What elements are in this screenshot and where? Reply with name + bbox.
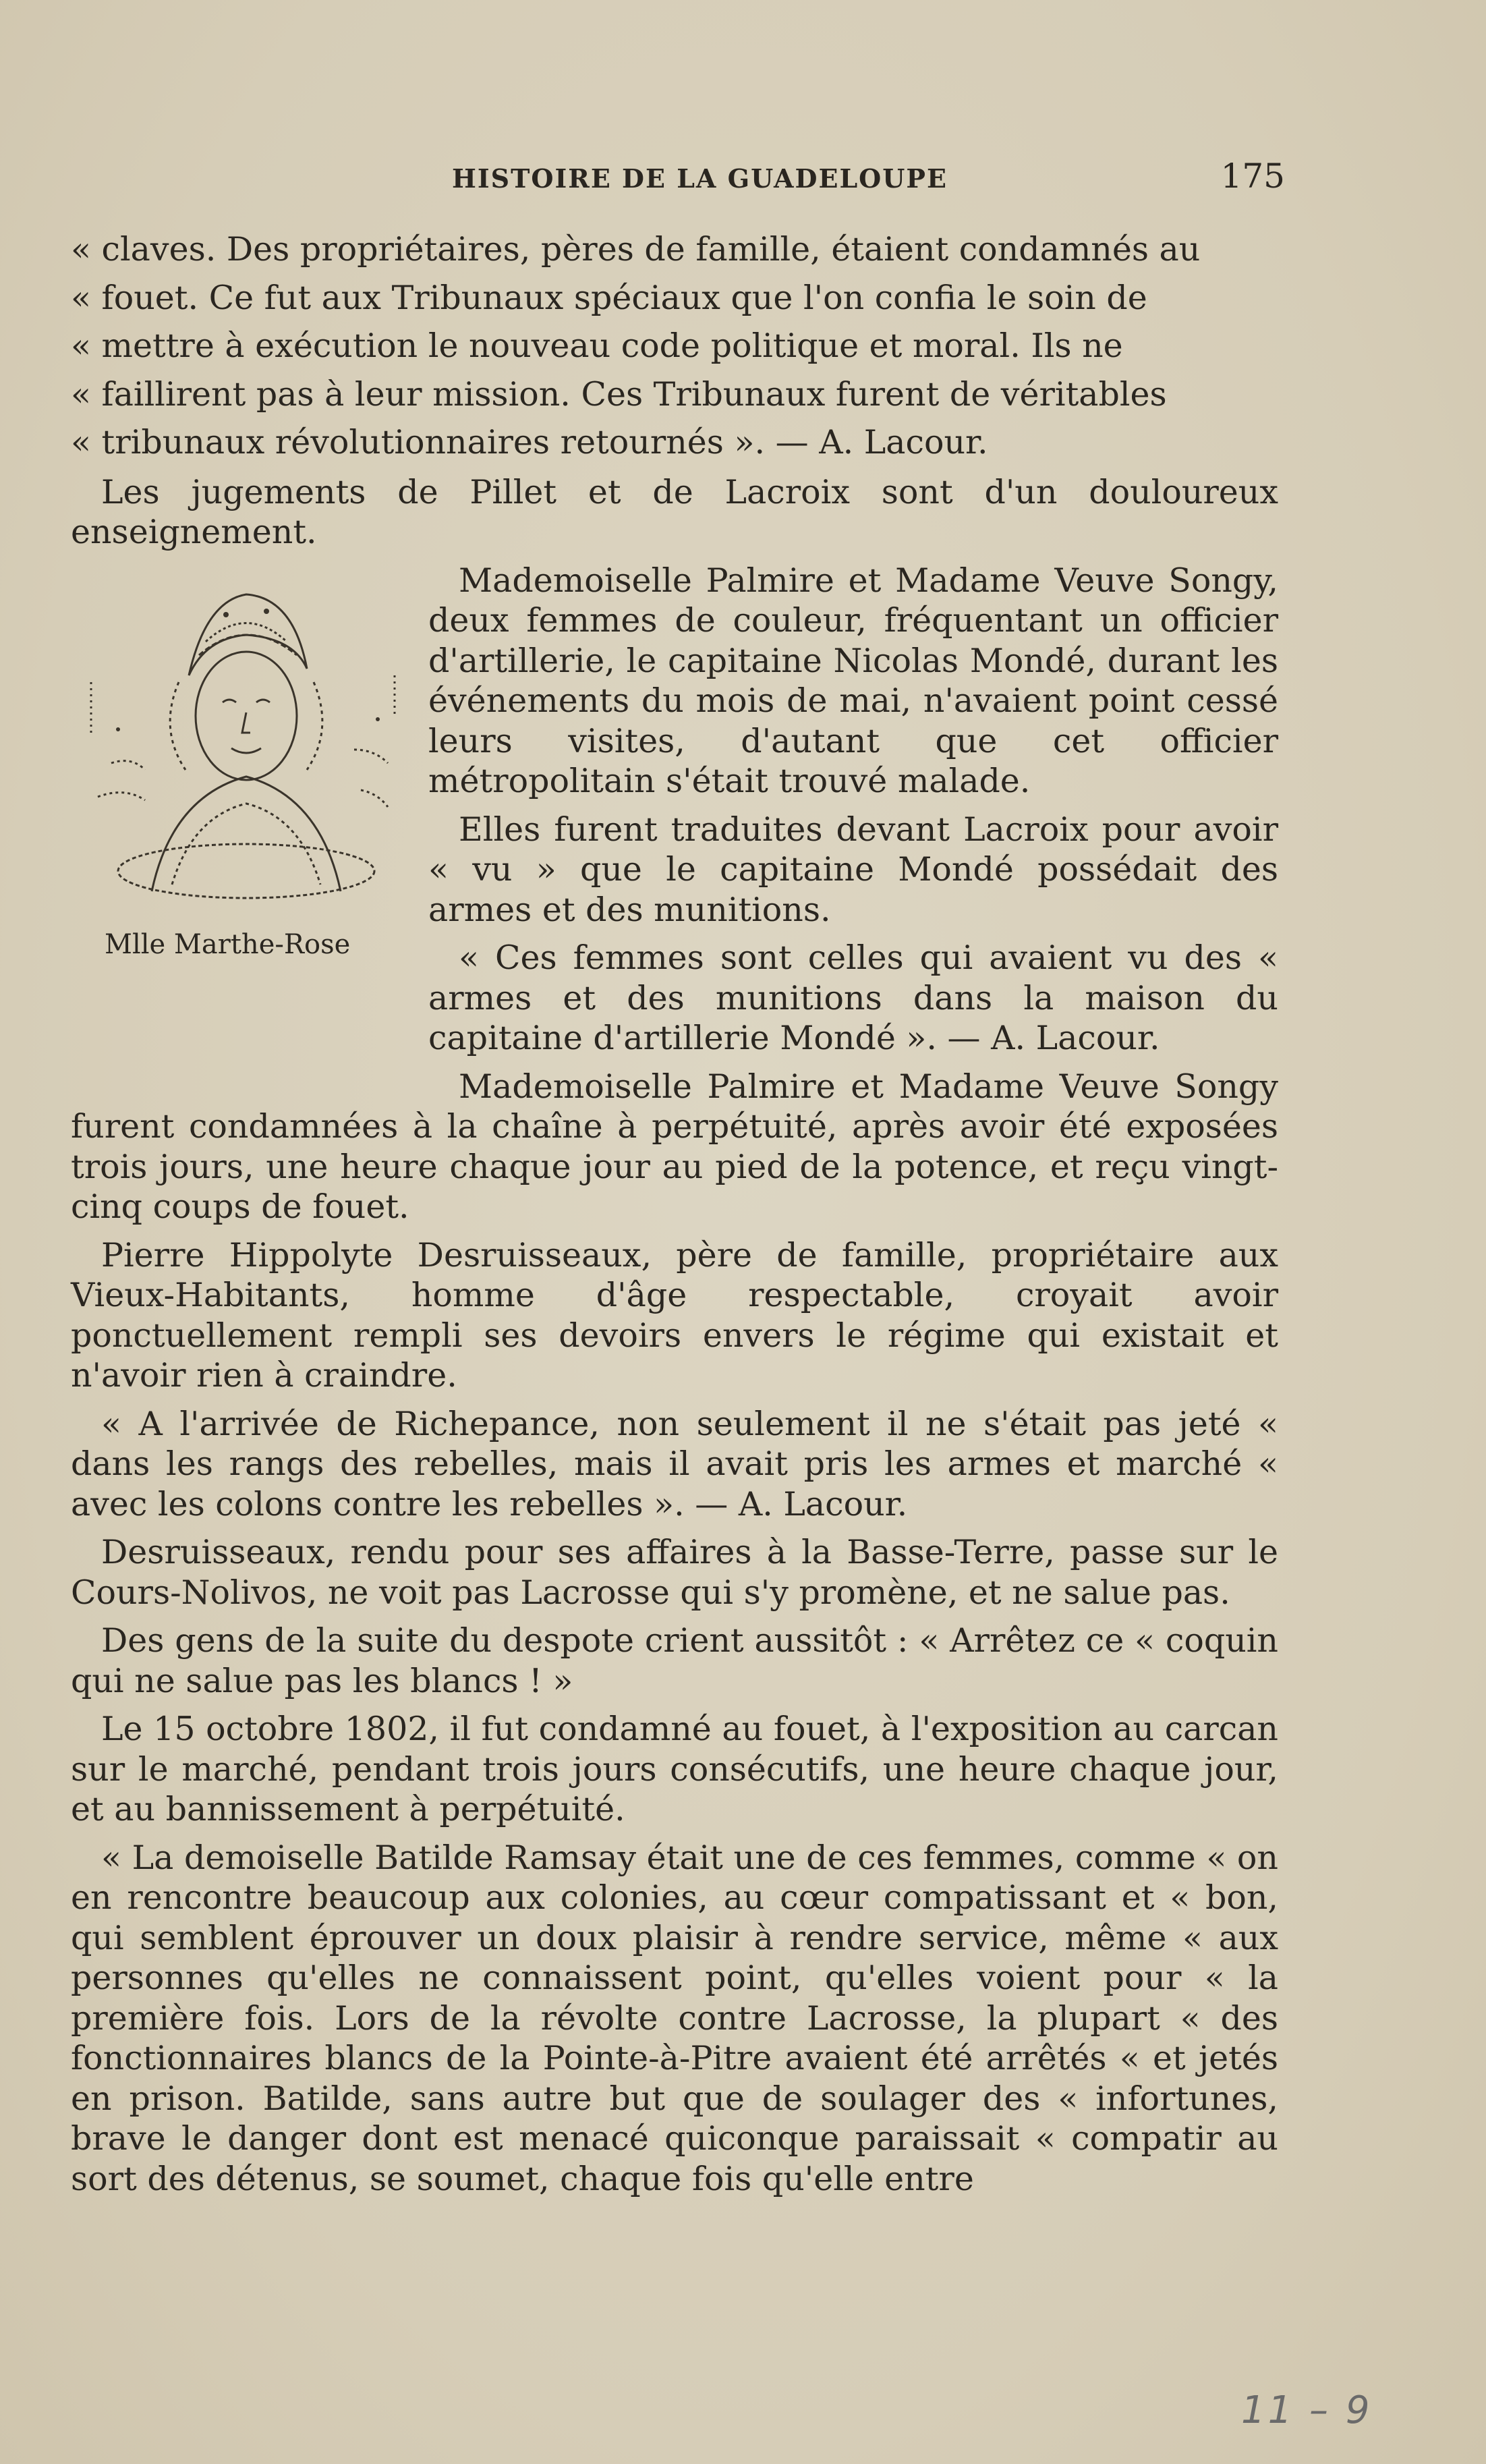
- paragraph: Elles furent traduites devant Lacroix pour avoir « vu » que le capitaine Mondé possédait des armes et des munitions.: [428, 810, 1278, 929]
- handwritten-note: 11 – 9: [1241, 2388, 1373, 2432]
- paragraph: « Ces femmes sont celles qui avaient vu des « armes et des munitions dans la maison du capitaine d'artillerie Mondé ». — A. Lacour.: [428, 939, 1278, 1057]
- paragraph: « La demoiselle Batilde Ramsay était une de ces femmes, comme « on en rencontre beaucoup aux colonies, au cœur compatissant et « bon, qui semblent éprouver un doux plaisir à rendre service, même « aux personnes qu'elles ne connaissent point, qu'elles voient pour « la première fois. Lors de la révolte contre Lacrosse, la plupart « des fonctionnaires blancs de la Pointe-à-Pitre avaient été arrêtés « et jetés en prison. Batilde, sans autre but que de soulager des « infortunes, brave le danger dont est menacé quiconque paraissait « compatir au sort des détenus, se soumet, chaque fois qu'elle entre: [71, 1838, 1278, 2198]
- running-title: HISTOIRE DE LA GUADELOUPE: [452, 163, 948, 194]
- paragraph: Pierre Hippolyte Desruisseaux, père de famille, propriétaire aux Vieux-Habitants, homme d'âge respectable, croyait avoir ponctuellement rempli ses devoirs envers le régime qui existait et n'avoir rien à craindre.: [71, 1235, 1278, 1395]
- paragraph: Mademoiselle Palmire et Madame Veuve Songy furent condamnées à la chaîne à perpétuité, après avoir été exposées trois jours, une heure chaque jour au pied de la potence, et reçu vingt-cinq coups de fouet.: [71, 1067, 1278, 1226]
- paragraph: Les jugements de Pillet et de Lacroix sont d'un douloureux enseignement.: [71, 472, 1278, 551]
- paragraph: « A l'arrivée de Richepance, non seulement il ne s'était pas jeté « dans les rangs des rebelles, mais il avait pris les armes et marché « avec les colons contre les rebelles ». — A. Lacour.: [71, 1404, 1278, 1523]
- quote-line: « faillirent pas à leur mission. Ces Tribunaux furent de véritables: [71, 374, 1167, 414]
- quote-line: « tribunaux révolutionnaires retournés ». — A. Lacour.: [71, 423, 988, 461]
- paragraph: Le 15 octobre 1802, il fut condamné au fouet, à l'exposition au carcan sur le marché, pendant trois jours consécutifs, une heure chaque jour, et au bannissement à perpétuité.: [71, 1710, 1278, 1828]
- figure-caption: Mlle Marthe-Rose: [105, 928, 351, 960]
- quote-line: « claves. Des propriétaires, pères de famille, étaient condamnés au: [71, 230, 1201, 269]
- quote-line: « fouet. Ce fut aux Tribunaux spéciaux que l'on confia le soin de: [71, 278, 1147, 317]
- page-number: 175: [1220, 157, 1285, 196]
- paragraph: Mademoiselle Palmire et Madame Veuve Songy, deux femmes de couleur, fréquentant un officier d'artillerie, le capitaine Nicolas Mondé, durant les événements du mois de mai, n'avaient point cessé leurs visites, d'autant que cet officier métropolitain s'était trouvé malade.: [428, 561, 1278, 800]
- quote-line: « mettre à exécution le nouveau code politique et moral. Ils ne: [71, 327, 1123, 365]
- body-text: [71, 229, 1278, 2207]
- paragraph: Des gens de la suite du despote crient aussitôt : « Arrêtez ce « coquin qui ne salue pas les blancs ! »: [71, 1621, 1278, 1700]
- page-header: [101, 157, 1285, 197]
- paragraph: Desruisseaux, rendu pour ses affaires à la Basse-Terre, passe sur le Cours-Nolivos, ne voit pas Lacrosse qui s'y promène, et ne salue pas.: [71, 1533, 1278, 1612]
- opening-quote: [71, 229, 1278, 463]
- portrait-figure: [64, 561, 415, 1100]
- portrait-illustration: [71, 574, 415, 912]
